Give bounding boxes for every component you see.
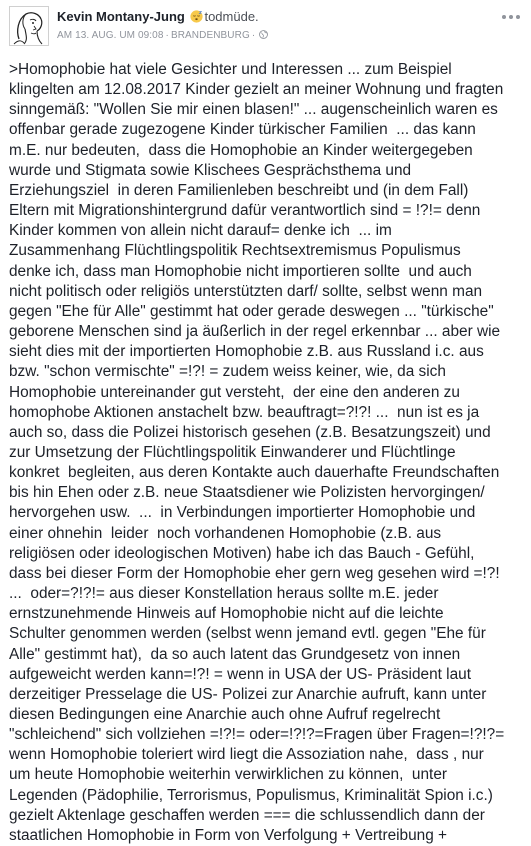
post-text-line: religiösen oder ideologischen Motiven) habe ich das Bauch - Gefühl, <box>9 544 475 562</box>
meta-separator-2: · <box>251 30 256 41</box>
post-text-line: dass bei dieser Form der Homophobie eher gern weg gesehen wird =!?! <box>9 564 500 582</box>
post-text-line: wenn Homophobie toleriert wird liegt die Assoziation nahe, dass , nur <box>9 746 484 764</box>
post-text-line: gezielt Aktenlage geschaffen werden === die schlussendlich dann der <box>9 806 485 824</box>
avatar[interactable] <box>9 6 49 46</box>
post-text-line: "schleichend" sich vollziehen =!?!= oder=!?!?=Fragen über Fragen=!?!?= <box>9 726 505 744</box>
post-location[interactable]: BRANDENBURG <box>170 30 250 41</box>
post-text-line: ernstzunehmende Hinweis auf Homophobie nicht auf die leichte <box>9 605 444 623</box>
more-options-icon[interactable] <box>501 12 521 22</box>
post-text-line: m.E. nur bedeuten, dass die Homophobie an Kinder weitergegeben <box>9 141 473 159</box>
post-text-line: Schulter genommen werden (selbst wenn jemand evtl. gegen "Ehe für <box>9 625 486 643</box>
mood-text: todmüde. <box>204 9 259 24</box>
post-text-line: >Homophobie hat viele Gesichter und Interessen ... zum Beispiel <box>9 61 452 78</box>
post-text-line: sieht dies mit der importierten Homophobie z.B. aus Russland i.c. aus <box>9 343 484 361</box>
more-dot <box>516 15 520 19</box>
post-text-line: diesen Bedingungen eine Anarchie auch ohne Aufruf regelrecht <box>9 706 441 723</box>
post-text-line: Zusammenhang Flüchtlingspolitik Rechtsextremismus Populismus <box>9 242 461 260</box>
post-text-line: geborene Menschen sind ja äußerlich in der regel erkennbar ... aber wie <box>9 323 501 341</box>
post-text-line: bis hin Ehen oder z.B. neue Staatsdiener wie Polizisten hervorgingen/ <box>9 484 485 502</box>
post-text-line: klingelten am 12.08.2017 Kinder gezielt an meiner Wohnung und fragten <box>9 81 504 99</box>
post-text-line: denke ich, dass man Homophobie nicht importieren sollte und auch <box>9 262 472 280</box>
post-text-line: zur Umsetzung der Flüchtlingspolitik Einwanderer und Flüchtlinge <box>9 443 456 461</box>
post-text <box>9 60 525 846</box>
post-text-line: hervorgehen usw. ... in Verbindungen importierter Homophobie und <box>9 504 476 522</box>
more-dot <box>502 15 506 19</box>
post-text-line: um heute Homophobie weiterhin verwirklichen zu können, unter <box>9 766 448 784</box>
post-text-line: auch so, dass die Polizei historisch gesehen (z.B. Besatzungszeit) und <box>9 423 491 441</box>
post-text-line: Homophobie untereinander gut versteht, der eine den anderen zu <box>9 383 460 401</box>
globe-icon[interactable] <box>259 30 268 39</box>
post-text-line: Erziehungsziel in deren Familienleben beschreibt und (in dem Fall) <box>9 181 469 199</box>
post-text-line: aufgeweicht werden kann=!?! = wenn in USA der US- Präsident laut <box>9 665 471 683</box>
sleepy-face-icon <box>190 10 203 23</box>
post-text-line: einer ohnehin leider noch vorhandenen Homophobie (z.B. aus <box>9 524 442 542</box>
post-text-line: nicht politisch oder religiös unterstützten darf/ sollte, selbst wenn man <box>9 282 483 300</box>
author-name[interactable]: Kevin Montany-Jung <box>57 9 185 24</box>
post-text-line: sinngemäß: "Wollen Sie mir einen blasen!" ... augenscheinlich waren es <box>9 101 498 119</box>
post-text-line: ... oder=?!?!= aus dieser Konstellation heraus sollte m.E. jeder <box>9 585 439 603</box>
more-dot <box>509 15 513 19</box>
post-text-line: konkret begleiten, aus deren Kontakte auch dauerhafte Freundschaften <box>9 464 500 482</box>
post-text-line: bzw. "schon vermischte" =!?! = zudem weiss keiner, wie, da sich <box>9 363 446 381</box>
post-text-line: offenbar gerade zugezogene Kinder türkischer Familien ... das kann <box>9 121 476 139</box>
post-text-line: homophobe Aktionen anstachelt bzw. beauftragt=?!?! ... nun ist es ja <box>9 403 480 421</box>
post-text-line: staatlichen Homophobie in Form von Verfolgung + Vertreibung + <box>9 826 448 844</box>
post-text-line: Legenden (Pädophilie, Terrorismus, Populismus, Kriminalität Spion i.c.) <box>9 786 493 804</box>
post-header <box>0 0 531 52</box>
post-text-line: derzeitiger Presselage die US- Polizei zur Anarchie aufruft, kann unter <box>9 685 487 703</box>
post-text-line: Alle" gestimmt hat), da so auch latent das Grundgesetz von innen <box>9 645 461 663</box>
author-line <box>57 9 259 25</box>
avatar-sketch-icon <box>10 7 48 45</box>
post-text-line: Kinder kommen von allein nicht darauf= denke ich ... im <box>9 222 392 240</box>
post-text-line: gegen "Ehe für Alle" gestimmt hat oder gerade deswegen ... "türkische" <box>9 302 494 320</box>
post-meta <box>57 29 268 42</box>
post-timestamp[interactable]: AM 13. AUG. UM 09:08 <box>57 30 164 41</box>
meta-separator: · <box>165 30 169 41</box>
post-text-line: wurde und Stigmata sowie Klischees Gesprächsthema und <box>9 161 412 179</box>
post-text-line: Eltern mit Migrationshintergrund dafür verantwortlich sind = !?!= denn <box>9 202 481 220</box>
